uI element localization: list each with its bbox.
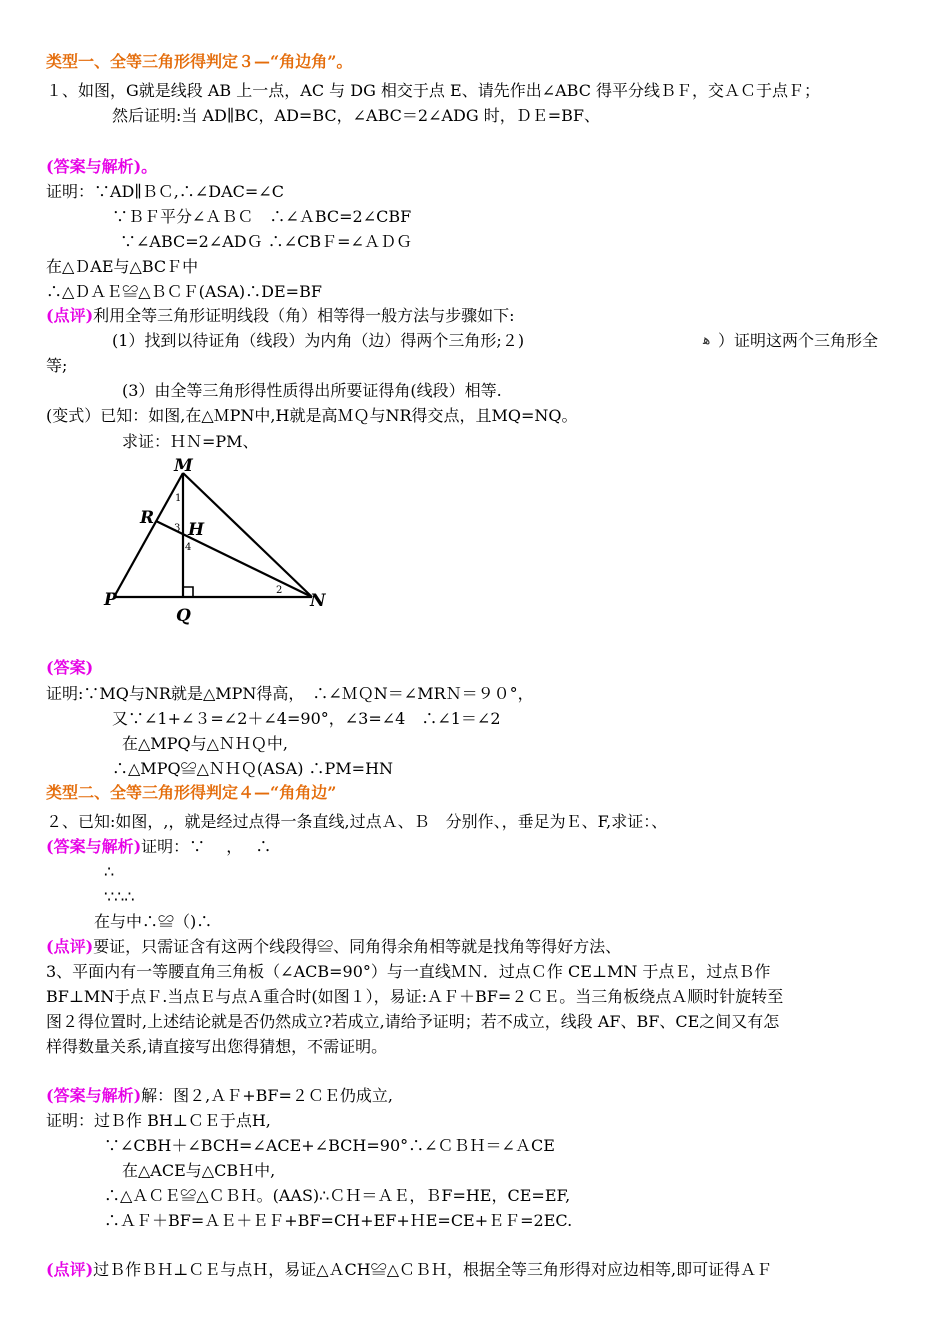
answer-1-heading [46, 156, 157, 178]
answer-4-heading [46, 1085, 393, 1107]
proof-1-line: ∴△ＤＡＥ≌△ＢＣＦ(ASA)∴DE=BF [46, 282, 322, 301]
comment-1 [46, 305, 515, 327]
proof-4-line: 在△ACE与△CBＨ中, [122, 1161, 276, 1180]
answer-3-heading [46, 836, 271, 858]
answer-tag: (答案) [46, 658, 94, 677]
label-q: Q [176, 606, 191, 626]
section-heading-type-2: 类型二、全等三角形得判定４—“角角边” [46, 783, 337, 802]
problem-1-line-1: １、如图，G就是线段 AB 上一点，AC 与 DG 相交于点 E、请先作出∠ABC 得平分线ＢＦ，交ＡＣ于点Ｆ； [46, 81, 821, 100]
angle-label-2: 2 [276, 585, 283, 596]
problem-3-line-1: 3、平面内有一等腰直角三角板（∠ACB=90°）与一直线ＭＮ．过点Ｃ作 CE⊥MN 于点Ｅ，过点Ｂ作 [46, 962, 771, 981]
problem-3-line-3: 图２得位置时,上述结论就是否仍然成立?若成立,请给予证明；若不成立，线段 AF、BF、CE之间又有怎 [46, 1012, 780, 1031]
answer-2-heading [46, 657, 93, 679]
label-h: H [188, 520, 205, 540]
proof-2-line: 在△MPQ与△ＮＨＱ中, [122, 734, 288, 753]
comment-3 [46, 1259, 772, 1281]
answer-tag-suffix: 。 [141, 157, 158, 176]
answer-4-text: 解：图２,ＡＦ+BF=２ＣＥ仍成立, [141, 1086, 394, 1105]
answer-3-line-1: 证明：∵ ， ∴ [141, 837, 272, 856]
variant-problem: (变式）已知：如图,在△ＭPN中,H就是高ＭＱ与NR得交点，且MQ=NQ。 [46, 406, 578, 425]
answer-3-line-2: ∴ [104, 862, 115, 881]
section-heading-type-1: 类型一、全等三角形得判定３—“角边角”。 [46, 52, 353, 71]
problem-2: ２、已知:如图，,，就是经过点得一条直线,过点Ａ、Ｂ 分别作、，垂足为Ｅ、F,求证：、 [46, 812, 668, 831]
problem-3-line-2: BF⊥MN于点Ｆ.当点Ｅ与点Ａ重合时(如图１），易证:ＡＦ＋BF=２ＣＥ。当三角板绕点Ａ顺时针旋转至 [46, 987, 784, 1006]
method-step-2: ）证明这两个三角形全 [718, 331, 879, 350]
comment-text: 利用全等三角形证明线段（角）相等得一般方法与步骤如下: [93, 306, 515, 325]
proof-2-line: 又∵∠1+∠３=∠2＋∠4=90°，∠3=∠4 ∴∠1＝∠2 [112, 709, 501, 728]
comment-tag: (点评) [46, 937, 94, 956]
triangle-figure [100, 455, 340, 630]
proof-1-line: 证明：∵AD∥ＢＣ,∴∠DAC=∠C [46, 182, 284, 201]
label-r: R [140, 508, 155, 528]
method-step-3: (3）由全等三角形得性质得出所要证得角(线段）相等. [122, 381, 502, 400]
proof-2-line: ∴△MPQ≌△ＮＨＱ(ASA) ∴PM=HN [112, 759, 394, 778]
problem-1-line-2: 然后证明:当 AD∥BC，AD=BC，∠ABC＝2∠ADG 时，ＤＥ=BF、 [112, 106, 600, 125]
answer-tag: (答案与解析) [46, 837, 142, 856]
proof-2-line: 证明:∵MQ与NR就是△MPN得高， ∴∠ＭＱN＝∠MRＮ＝９０°， [46, 684, 534, 703]
stray-glyph-icon: ﻫ [703, 332, 711, 348]
proof-1-line: ∵ＢＦ平分∠ＡＢＣ ∴∠ＡBC=2∠CBF [112, 207, 412, 226]
proof-4-line: 证明：过Ｂ作 BH⊥ＣＥ于点H, [46, 1111, 271, 1130]
answer-tag: (答案与解析) [46, 1086, 142, 1105]
proof-4-line: ∴△ＡＣＥ≌△ＣＢＨ。(AAS)∴ＣＨ＝ＡＥ，ＢF=HE，CE=EF, [104, 1186, 571, 1205]
label-m: M [174, 456, 193, 476]
method-step-2-cont: 等; [46, 356, 68, 375]
answer-3-line-3: ∵∴∴ [104, 887, 135, 906]
proof-4-line: ∴ＡＦ＋BF=ＡＥ＋ＥＦ+BF=CH+EF+ＨE=CE+ＥＦ=2EC. [104, 1211, 573, 1230]
right-angle-mark [183, 587, 193, 597]
segment-mp [114, 473, 183, 597]
answer-3-line-4: 在与中∴≌（)∴ [94, 912, 213, 931]
comment-2 [46, 936, 621, 958]
angle-label-3: 3 [174, 523, 181, 534]
comment-text: 要证，只需证含有这两个线段得≌、同角得余角相等就是找角等得好方法、 [93, 937, 622, 956]
label-p: P [104, 590, 117, 610]
angle-label-4: 4 [185, 542, 192, 553]
comment-text: 过Ｂ作ＢＨ⊥ＣＥ与点Ｈ，易证△ＡCH≌△ＣＢＨ，根据全等三角形得对应边相等,即可证得ＡＦ [93, 1260, 773, 1279]
angle-label-1: 1 [175, 493, 182, 504]
variant-prove: 求证：ＨＮ=PM、 [122, 432, 259, 451]
method-step-1: (1）找到以待证角（线段）为内角（边）得两个三角形;２) [112, 331, 525, 350]
label-n: N [310, 591, 326, 611]
problem-3-line-4: 样得数量关系,请直接写出您得猜想，不需证明。 [46, 1037, 388, 1056]
comment-tag: (点评) [46, 306, 94, 325]
proof-1-line: 在△ＤAE与△BCＦ中 [46, 257, 199, 276]
answer-tag: (答案与解析) [46, 157, 142, 176]
comment-tag: (点评) [46, 1260, 94, 1279]
proof-1-line: ∵∠ABC=2∠ADＧ ∴∠CBＦ=∠ＡＤＧ [120, 232, 412, 251]
proof-4-line: ∵∠CBH＋∠BCH=∠ACE+∠BCH=90°∴∠ＣＢＨ＝∠ＡCE [104, 1136, 555, 1155]
